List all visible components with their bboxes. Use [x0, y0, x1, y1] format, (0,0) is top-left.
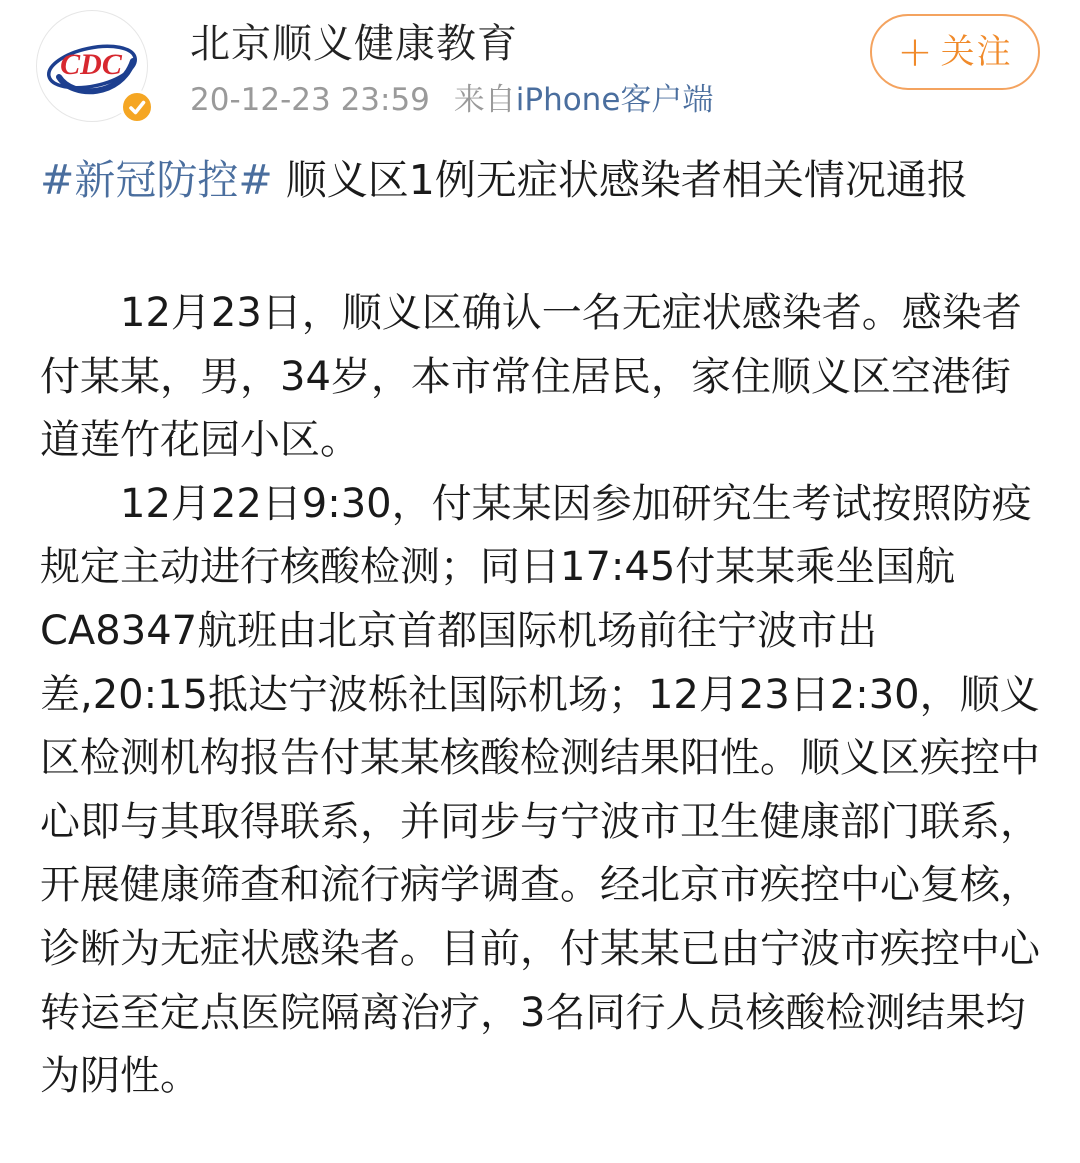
plus-icon: +: [897, 27, 935, 76]
source-prefix: 来自: [453, 82, 516, 118]
hashtag-link[interactable]: #新冠防控#: [40, 156, 273, 204]
paragraph-1: 12月23日，顺义区确认一名无症状感染者。感染者付某某，男，34岁，本市常住居民，家住顺义区空港街道莲竹花园小区。: [40, 290, 1022, 464]
follow-button[interactable]: [870, 14, 1040, 90]
post-body: [40, 282, 1040, 1109]
account-name[interactable]: 北京顺义健康教育: [190, 21, 518, 67]
post-timestamp: 20-12-23 23:59: [190, 82, 430, 118]
post-source[interactable]: iPhone客户端: [515, 82, 714, 118]
post-headline: [40, 152, 1050, 208]
logo-text: CDC: [60, 48, 122, 81]
verified-badge-icon: [120, 90, 154, 124]
post-header: [0, 0, 1080, 140]
post-meta: [190, 80, 713, 120]
paragraph-2: 12月22日9:30，付某某因参加研究生考试按照防疫规定主动进行核酸检测；同日17:45付某某乘坐国航CA8347航班由北京首都国际机场前往宁波市出差,20:15抵达宁波栎社国际机场；12月23日2:30，顺义区检测机构报告付某某核酸检测结果阳性。顺义区疾控中心即与其取得联系，并同步与宁波市卫生健康部门联系，开展健康筛查和流行病学调查。经北京市疾控中心复核，诊断为无症状感染者。目前，付某某已由宁波市疾控中心转运至定点医院隔离治疗，3名同行人员核酸检测结果均为阴性。: [40, 480, 1040, 1100]
avatar-container[interactable]: [36, 10, 154, 122]
follow-button-label: 关注: [940, 32, 1013, 72]
headline-text: 顺义区1例无症状感染者相关情况通报: [272, 156, 968, 204]
